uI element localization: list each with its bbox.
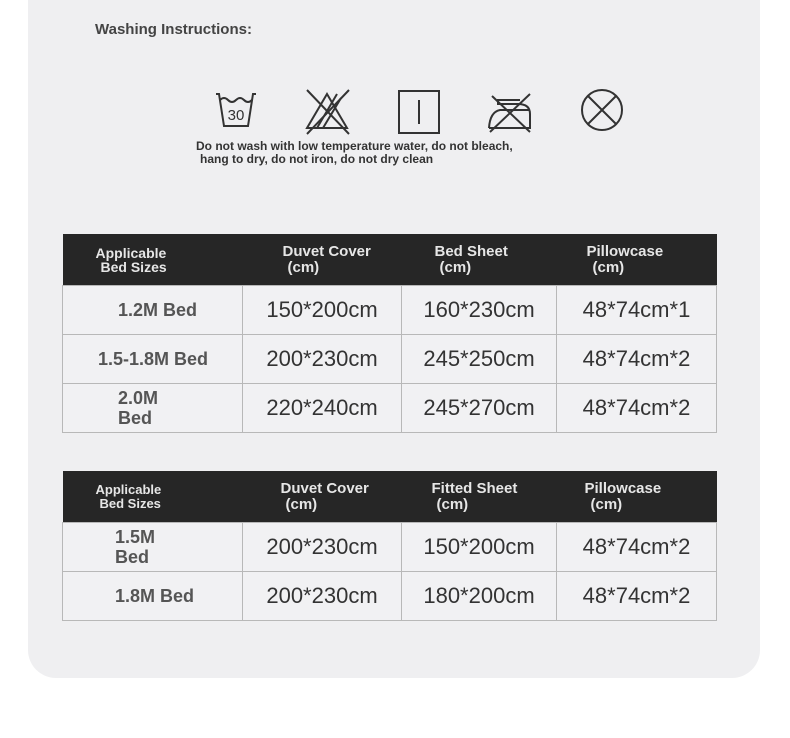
washing-note-line-1: Do not wash with low temperature water, do not bleach,	[196, 139, 513, 153]
bed-size-cell: 1.2M Bed	[63, 286, 243, 335]
duvet-cover-cell: 200*230cm	[243, 335, 402, 384]
duvet-cover-cell: 200*230cm	[243, 523, 402, 572]
bed-size-cell: 1.5-1.8M Bed	[63, 335, 243, 384]
bed-sheet-cell: 245*270cm	[402, 384, 557, 433]
duvet-cover-cell: 150*200cm	[243, 286, 402, 335]
header-duvet-cover: Duvet Cover (cm)	[243, 234, 402, 286]
fitted-sheet-cell: 150*200cm	[402, 523, 557, 572]
table-header-row	[63, 234, 717, 286]
header-pillowcase: Pillowcase (cm)	[557, 471, 717, 523]
wash-30-icon	[212, 88, 260, 136]
washing-note-line-2: hang to dry, do not iron, do not dry clean	[200, 152, 434, 166]
table-row	[63, 335, 717, 384]
table-header-row	[63, 471, 717, 523]
no-bleach-icon	[303, 88, 351, 136]
header-duvet-cover: Duvet Cover (cm)	[243, 471, 402, 523]
washing-note	[196, 140, 513, 166]
table-row	[63, 572, 717, 621]
table-row	[63, 523, 717, 572]
header-fitted-sheet: Fitted Sheet (cm)	[402, 471, 557, 523]
size-table-fitted	[62, 471, 717, 621]
header-bed-sizes: Applicable Bed Sizes	[63, 471, 243, 523]
table-row	[63, 384, 717, 433]
fitted-sheet-cell: 180*200cm	[402, 572, 557, 621]
pillowcase-cell: 48*74cm*2	[557, 523, 717, 572]
pillowcase-cell: 48*74cm*2	[557, 384, 717, 433]
no-dry-clean-icon	[578, 88, 626, 136]
bed-sheet-cell: 160*230cm	[402, 286, 557, 335]
table-row	[63, 286, 717, 335]
header-bed-sheet: Bed Sheet (cm)	[402, 234, 557, 286]
bed-size-cell: 1.8M Bed	[63, 572, 243, 621]
bed-size-cell: 2.0M Bed	[63, 384, 243, 433]
pillowcase-cell: 48*74cm*2	[557, 572, 717, 621]
duvet-cover-cell: 200*230cm	[243, 572, 402, 621]
hang-dry-icon	[395, 88, 443, 136]
header-bed-sizes: Applicable Bed Sizes	[63, 234, 243, 286]
svg-text:30: 30	[227, 107, 245, 124]
header-pillowcase: Pillowcase (cm)	[557, 234, 717, 286]
pillowcase-cell: 48*74cm*1	[557, 286, 717, 335]
bed-sheet-cell: 245*250cm	[402, 335, 557, 384]
bed-size-cell: 1.5M Bed	[63, 523, 243, 572]
pillowcase-cell: 48*74cm*2	[557, 335, 717, 384]
duvet-cover-cell: 220*240cm	[243, 384, 402, 433]
care-icons-row	[0, 88, 790, 136]
no-iron-icon	[486, 88, 534, 136]
size-table-standard	[62, 234, 717, 433]
washing-instructions-title: Washing Instructions:	[95, 21, 252, 38]
